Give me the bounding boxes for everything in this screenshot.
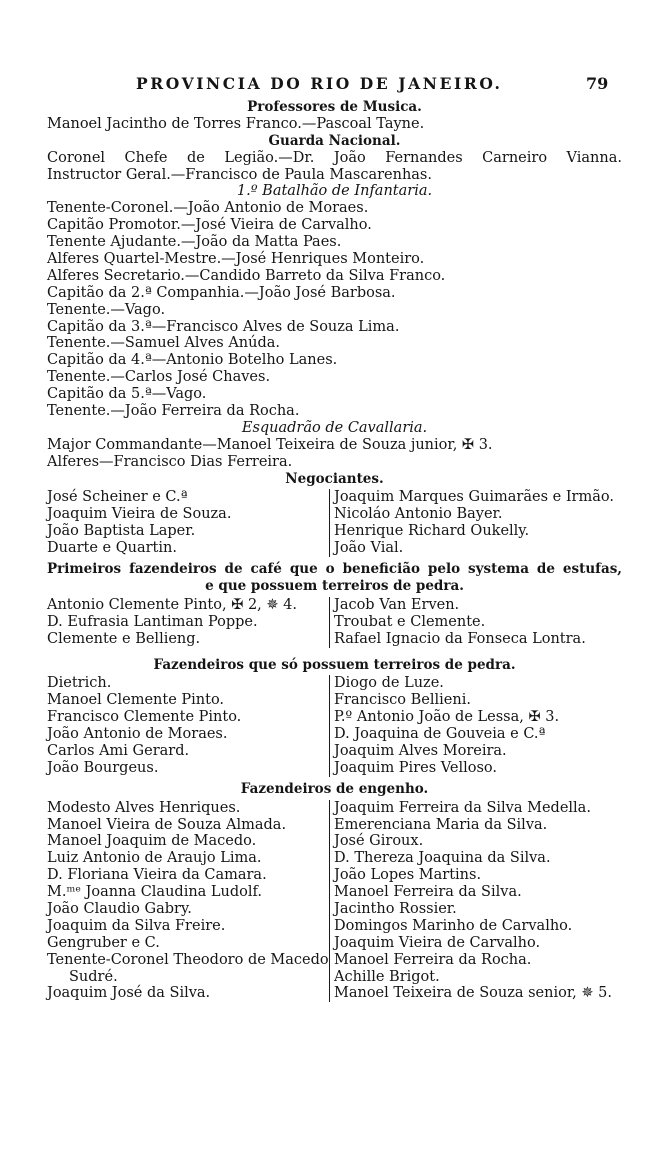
page-number: 79 <box>586 74 609 93</box>
negociantes-left-column <box>47 489 329 557</box>
list-item: Clemente e Bellieng. <box>47 630 201 647</box>
section-heading-guarda-nacional: Guarda Nacional. <box>268 132 401 149</box>
list-item: Manoel Ferreira da Rocha. <box>334 951 532 968</box>
batalhao-line: Alferes Secretario.—Candido Barreto da Silva Franco. <box>47 267 446 284</box>
list-item: D. Joaquina de Gouveia e C.ª <box>334 726 546 743</box>
list-item: João Lopes Martins. <box>334 867 482 884</box>
list-item: Jacintho Rossier. <box>334 900 457 917</box>
list-item: Dietrich. <box>47 675 112 692</box>
batalhao-line: Tenente.—Carlos José Chaves. <box>47 369 271 386</box>
list-item: Nicoláo Antonio Bayer. <box>334 506 503 523</box>
page-header <box>0 74 672 98</box>
terreiros-columns <box>47 675 622 776</box>
list-item: João Vial. <box>334 540 404 557</box>
guarda-nacional-line: Instructor Geral.—Francisco de Paula Mascarenhas. <box>47 166 432 183</box>
section-heading-primeiros: Primeiros fazendeiros de café que o beneficião pelo systema de estufas, <box>47 561 622 578</box>
esquadrao-line: Major Commandante—Manoel Teixeira de Souza junior, ✠ 3. <box>47 436 493 453</box>
negociantes-columns <box>47 489 622 557</box>
list-item: D. Eufrasia Lantiman Poppe. <box>47 613 258 630</box>
list-item: João Bourgeus. <box>47 759 159 776</box>
list-item: João Antonio de Moraes. <box>47 726 228 743</box>
batalhao-line: Capitão da 4.ª—Antonio Botelho Lanes. <box>47 352 338 369</box>
engenho-columns <box>47 800 622 1003</box>
list-item: Joaquim Marques Guimarães e Irmão. <box>334 489 614 506</box>
list-item: Manoel Teixeira de Souza senior, ✵ 5. <box>334 985 612 1002</box>
list-item: Troubat e Clemente. <box>334 613 486 630</box>
primeiros-columns <box>47 597 622 648</box>
terreiros-right-column <box>329 675 622 776</box>
page-title: PROVINCIA DO RIO DE JANEIRO. <box>136 74 503 93</box>
list-item: Jacob Van Erven. <box>334 596 460 613</box>
list-item: Joaquim da Silva Freire. <box>47 917 226 934</box>
list-item: Joaquim Alves Moreira. <box>334 742 507 759</box>
list-item: Achille Brigot. <box>334 968 440 985</box>
batalhao-line: Tenente.—Samuel Alves Anúda. <box>47 335 281 352</box>
list-item: Rafael Ignacio da Fonseca Lontra. <box>334 630 586 647</box>
list-item: D. Thereza Joaquina da Silva. <box>334 850 551 867</box>
subheading-esquadrao: Esquadrão de Cavallaria. <box>241 419 428 436</box>
negociantes-right-column <box>329 489 622 557</box>
section-heading-negociantes: Negociantes. <box>285 470 384 487</box>
batalhao-line: Capitão da 2.ª Companhia.—João José Barbosa. <box>47 284 396 301</box>
list-item: Gengruber e C. <box>47 934 160 951</box>
batalhao-line: Tenente.—Vago. <box>47 301 166 318</box>
guarda-nacional-line: Coronel Chefe de Legião.—Dr. João Fernandes Carneiro Vianna. <box>47 149 622 166</box>
list-item: Manoel Clemente Pinto. <box>47 692 225 709</box>
primeiros-left-column <box>47 597 329 648</box>
batalhao-line: Capitão da 5.ª—Vago. <box>47 386 207 403</box>
page-body <box>47 99 622 1002</box>
list-item: M.ᵐᵉ Joanna Claudina Ludolf. <box>47 884 262 901</box>
list-item: João Claudio Gabry. <box>47 900 192 917</box>
list-item: Francisco Bellieni. <box>334 692 471 709</box>
section-heading-professores: Professores de Musica. <box>247 99 422 115</box>
professores-line: Manoel Jacintho de Torres Franco.—Pascoal Tayne. <box>47 115 425 132</box>
list-item: Joaquim Vieira de Carvalho. <box>334 934 541 951</box>
list-item: Tenente-Coronel Theodoro de Macedo <box>47 951 329 968</box>
engenho-right-column <box>329 800 622 1003</box>
list-item: Francisco Clemente Pinto. <box>47 709 242 726</box>
batalhao-line: Tenente-Coronel.—João Antonio de Moraes. <box>47 200 369 217</box>
batalhao-line: Tenente Ajudante.—João da Matta Paes. <box>47 234 342 251</box>
list-item: Duarte e Quartin. <box>47 540 177 557</box>
list-item: João Baptista Laper. <box>47 523 196 540</box>
spacer <box>47 648 622 657</box>
list-item: Emerenciana Maria da Silva. <box>334 816 548 833</box>
batalhao-line: Capitão Promotor.—José Vieira de Carvalho. <box>47 217 372 234</box>
list-item: José Scheiner e C.ª <box>47 489 188 506</box>
batalhao-line: Capitão da 3.ª—Francisco Alves de Souza Lima. <box>47 318 400 335</box>
list-item: Antonio Clemente Pinto, ✠ 2, ✵ 4. <box>47 596 297 613</box>
list-item: D. Floriana Vieira da Camara. <box>47 867 267 884</box>
list-item: Joaquim Ferreira da Silva Medella. <box>334 799 591 816</box>
list-item: Luiz Antonio de Araujo Lima. <box>47 850 262 867</box>
list-item: José Giroux. <box>334 833 424 850</box>
engenho-left-column <box>47 800 329 1003</box>
list-item: Diogo de Luze. <box>334 675 444 692</box>
list-item: Modesto Alves Henriques. <box>47 799 241 816</box>
primeiros-right-column <box>329 597 622 648</box>
list-item: P.º Antonio João de Lessa, ✠ 3. <box>334 709 560 726</box>
list-item: Joaquim José da Silva. <box>47 985 211 1002</box>
list-item: Manoel Ferreira da Silva. <box>334 884 522 901</box>
list-item: Henrique Richard Oukelly. <box>334 523 530 540</box>
section-heading-primeiros-cont: e que possuem terreiros de pedra. <box>205 577 464 594</box>
subheading-batalhao: 1.º Batalhão de Infantaria. <box>236 183 433 200</box>
section-heading-engenho: Fazendeiros de engenho. <box>240 780 429 797</box>
list-item: Manoel Vieira de Souza Almada. <box>47 816 287 833</box>
list-item: Joaquim Vieira de Souza. <box>47 506 232 523</box>
batalhao-line: Tenente.—João Ferreira da Rocha. <box>47 403 300 420</box>
list-item: Sudré. <box>69 968 118 985</box>
list-item: Manoel Joaquim de Macedo. <box>47 833 257 850</box>
list-item: Domingos Marinho de Carvalho. <box>334 917 573 934</box>
section-heading-terreiros: Fazendeiros que só possuem terreiros de pedra. <box>153 656 516 673</box>
esquadrao-line: Alferes—Francisco Dias Ferreira. <box>47 453 293 470</box>
terreiros-left-column <box>47 675 329 776</box>
list-item: Carlos Ami Gerard. <box>47 742 190 759</box>
batalhao-line: Alferes Quartel-Mestre.—José Henriques Monteiro. <box>47 251 425 268</box>
list-item: Joaquim Pires Velloso. <box>334 759 498 776</box>
